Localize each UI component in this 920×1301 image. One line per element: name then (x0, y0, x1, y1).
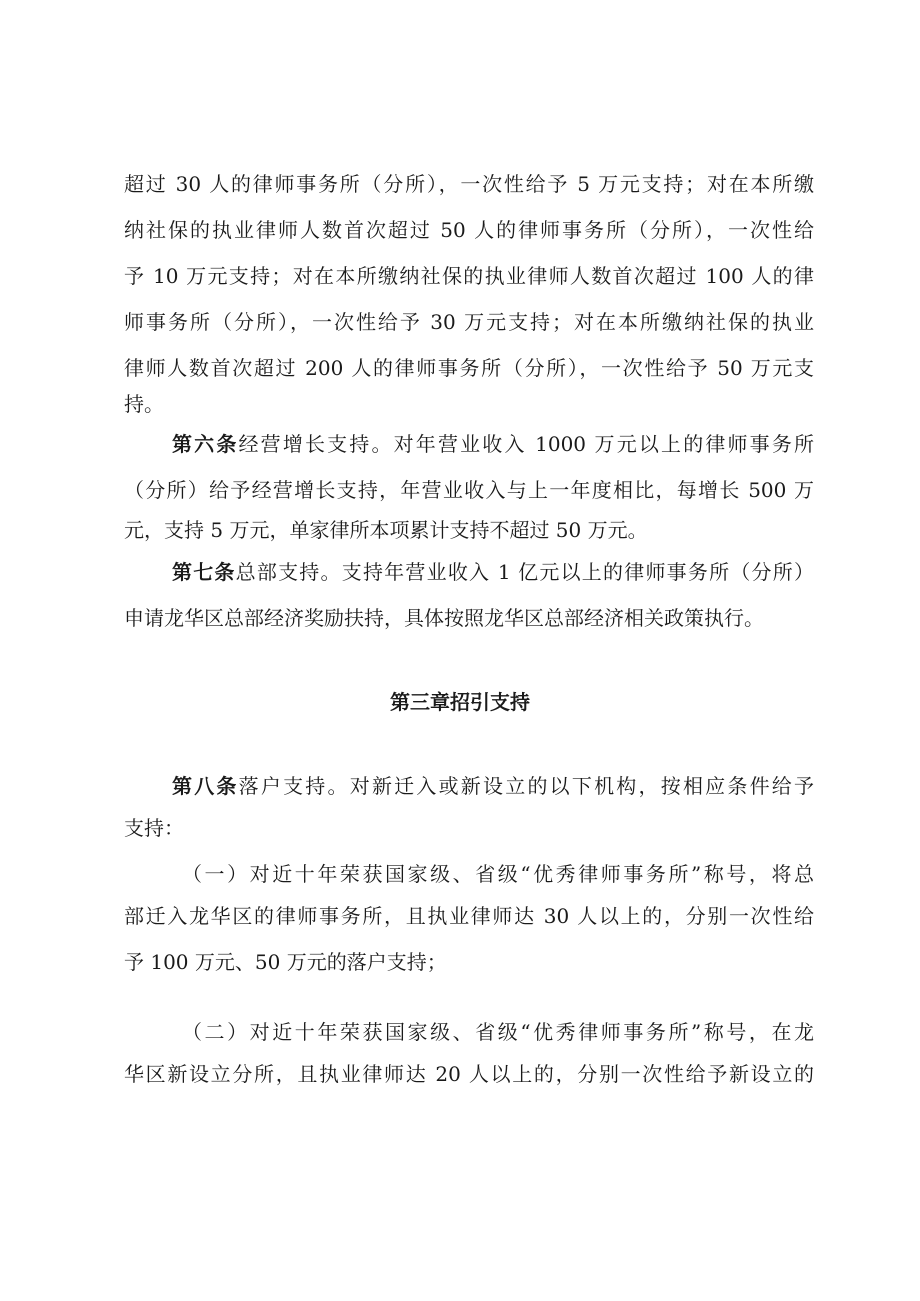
article-7-line-1 (172, 552, 814, 592)
article-8-label: 第八条 (172, 774, 239, 798)
item-2-line-2: 华区新设立分所，且执业律师达 20 人以上的，分别一次性给予新设立的 (124, 1062, 814, 1086)
para-line-2: 纳社保的执业律师人数首次超过 50 人的律师事务所（分所），一次性给 (124, 218, 814, 242)
para-line-3: 予 10 万元支持；对在本所缴纳社保的执业律师人数首次超过 100 人的律 (124, 264, 814, 288)
item-1-line-3: 予 100 万元、50 万元的落户支持； (124, 950, 447, 974)
article-6-line-1 (172, 424, 814, 464)
article-6-text-1: 经营增长支持。对年营业收入 1000 万元以上的律师事务所 (238, 432, 815, 456)
article-6-line-3: 元，支持 5 万元，单家律所本项累计支持不超过 50 万元。 (124, 518, 648, 542)
article-6-label: 第六条 (172, 432, 239, 456)
para-line-4: 师事务所（分所），一次性给予 30 万元支持；对在本所缴纳社保的执业 (124, 310, 814, 334)
article-7-label: 第七条 (172, 560, 236, 584)
article-7-line-2: 申请龙华区总部经济奖励扶持，具体按照龙华区总部经济相关政策执行。 (124, 606, 764, 630)
article-6-line-2: （分所）给予经营增长支持，年营业收入与上一年度相比，每增长 500 万 (124, 478, 814, 502)
chapter-heading: 第三章招引支持 (390, 690, 530, 714)
item-2-line-1: （二）对近十年荣获国家级、省级“优秀律师事务所”称号，在龙 (182, 1020, 814, 1044)
para-line-1: 超过 30 人的律师事务所（分所），一次性给予 5 万元支持；对在本所缴 (124, 172, 814, 196)
item-1-line-1: （一）对近十年荣获国家级、省级“优秀律师事务所”称号，将总 (182, 862, 814, 886)
article-7-text-1: 总部支持。支持年营业收入 1 亿元以上的律师事务所（分所） (235, 560, 814, 584)
para-line-5: 律师人数首次超过 200 人的律师事务所（分所），一次性给予 50 万元支 (124, 356, 814, 380)
article-8-line-2: 支持： (124, 816, 184, 840)
article-8-line-1 (172, 766, 814, 806)
item-1-line-2: 部迁入龙华区的律师事务所，且执业律师达 30 人以上的，分别一次性给 (124, 904, 814, 928)
para-line-6: 持。 (124, 392, 164, 416)
article-8-text-1: 落户支持。对新迁入或新设立的以下机构，按相应条件给予 (238, 774, 815, 798)
